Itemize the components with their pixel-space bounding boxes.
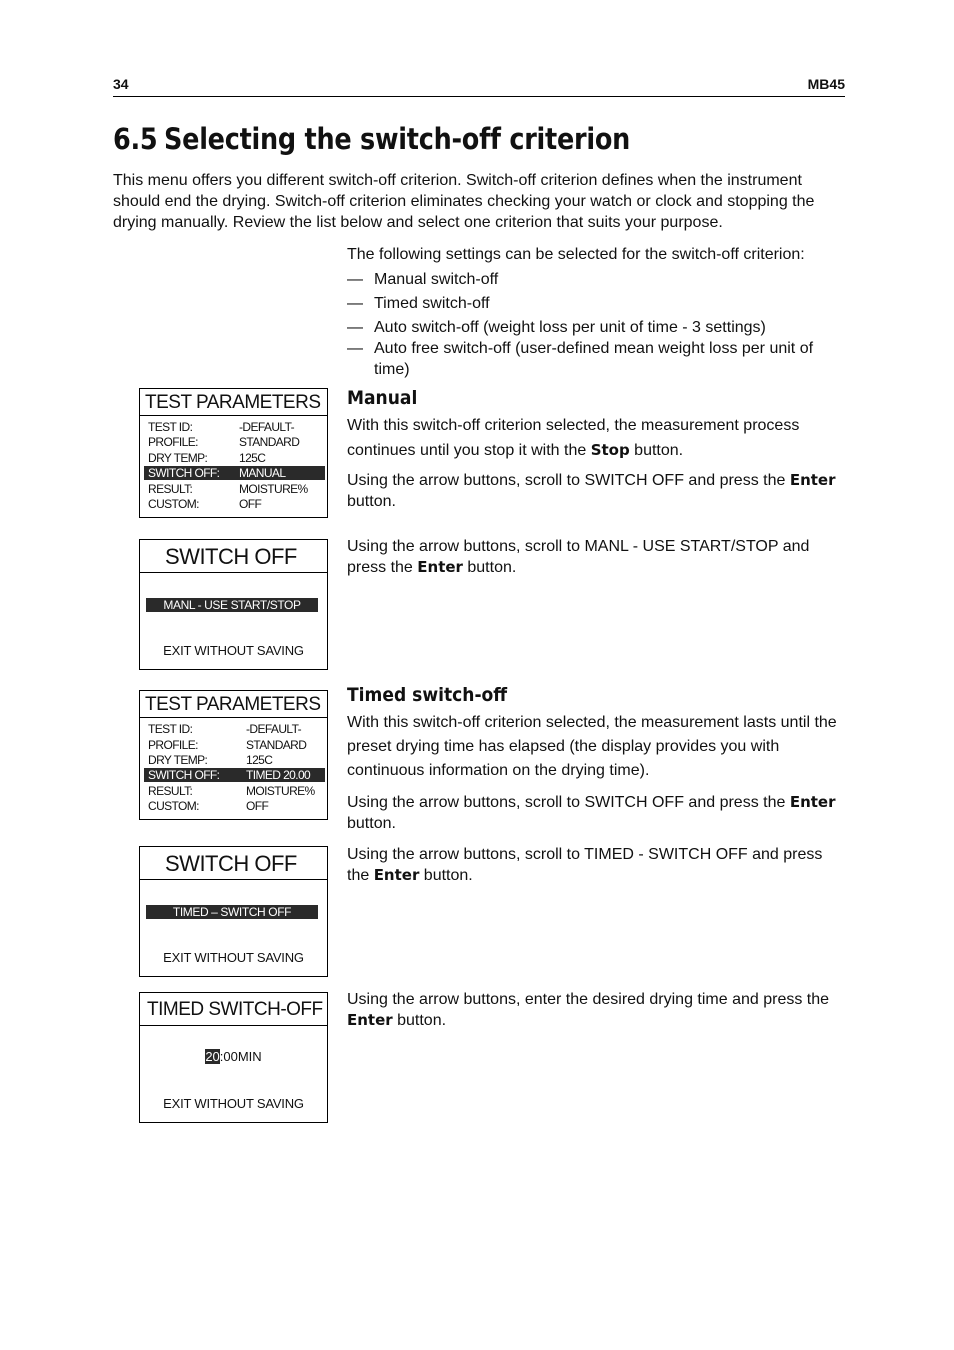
model-name: MB45 — [807, 76, 845, 92]
header-rule — [113, 96, 845, 97]
param-row-selected: SWITCH OFF: TIMED 20.00 — [144, 768, 325, 782]
enter-key-label: Enter — [373, 866, 420, 884]
list-item: — Timed switch-off — [347, 295, 490, 312]
timed-paragraph-4: Using the arrow buttons, enter the desired drying time and press the Enter button. — [347, 991, 830, 1029]
manual-paragraph-2: Using the arrow buttons, scroll to SWITCH OFF and press the Enter button. — [347, 471, 836, 510]
time-value: 20:00MIN — [205, 1049, 262, 1064]
param-row: PROFILE: STANDARD — [148, 435, 300, 449]
enter-key-label: Enter — [789, 471, 836, 489]
manual-paragraph-1: With this switch-off criterion selected, the measurement process continues until you stop it with the Stop button. — [347, 417, 800, 459]
param-row: TEST ID: -DEFAULT- — [148, 420, 295, 434]
display-switch-off-manual — [139, 539, 328, 670]
exit-option: EXIT WITHOUT SAVING — [163, 643, 304, 658]
stop-key-label: Stop — [590, 441, 630, 459]
enter-key-label: Enter — [347, 1011, 393, 1029]
display-switch-off-timed — [139, 846, 328, 977]
param-row-selected: SWITCH OFF: MANUAL — [144, 466, 325, 480]
display-title: SWITCH OFF — [140, 540, 327, 573]
section-number: 6.5 — [113, 122, 158, 156]
display-title: TIMED SWITCH-OFF — [140, 993, 327, 1026]
display-title: TEST PARAMETERS — [140, 389, 327, 416]
section-title — [113, 122, 630, 156]
list-item: — Auto switch-off (weight loss per unit of time - 3 settings) — [347, 319, 766, 336]
param-row: DRY TEMP: 125C — [148, 451, 266, 465]
param-row: DRY TEMP: 125C — [148, 753, 273, 767]
settings-block — [347, 244, 842, 380]
exit-option: EXIT WITHOUT SAVING — [163, 950, 304, 965]
display-title: SWITCH OFF — [140, 847, 327, 880]
timed-paragraph-1: With this switch-off criterion selected, the measurement lasts until the preset drying time has elapsed (the display provides you with continuous information on the drying time). — [347, 714, 837, 779]
param-row: RESULT: MOISTURE% — [148, 784, 315, 798]
intro-paragraph: This menu offers you different switch-off criterion. Switch-off criterion defines when the instrument should end the drying. Switch-off criterion eliminates checking your watch or clock and stopping the drying manually. Review the list below and select one criterion that suits your purpose. — [113, 172, 815, 231]
param-row: CUSTOM: OFF — [148, 497, 262, 511]
timed-paragraph-3: Using the arrow buttons, scroll to TIMED - SWITCH OFF and press the Enter button. — [347, 846, 823, 884]
selected-option: TIMED – SWITCH OFF — [146, 905, 318, 919]
list-item: — Auto free switch-off (user-defined mean weight loss per unit of time) — [347, 340, 814, 378]
page-number: 34 — [113, 76, 129, 92]
param-row: RESULT: MOISTURE% — [148, 482, 308, 496]
manual-heading: Manual — [347, 387, 418, 409]
display-title: TEST PARAMETERS — [140, 691, 327, 718]
time-cursor: 20 — [205, 1049, 220, 1064]
settings-lead: The following settings can be selected for the switch-off criterion: — [347, 246, 805, 263]
enter-key-label: Enter — [417, 558, 463, 576]
param-row: CUSTOM: OFF — [148, 799, 269, 813]
display-timed-switch-off — [139, 992, 328, 1123]
manual-paragraph-3: Using the arrow buttons, scroll to MANL - USE START/STOP and press the Enter button. — [347, 538, 810, 576]
display-test-parameters-timed — [139, 690, 328, 820]
display-test-parameters-manual — [139, 388, 328, 518]
list-item: — Manual switch-off — [347, 271, 499, 288]
selected-option: MANL - USE START/STOP — [146, 598, 318, 612]
exit-option: EXIT WITHOUT SAVING — [163, 1096, 304, 1111]
section-title-text: Selecting the switch-off criterion — [164, 122, 630, 156]
timed-paragraph-2: Using the arrow buttons, scroll to SWITCH OFF and press the Enter button. — [347, 793, 836, 832]
param-row: TEST ID: -DEFAULT- — [148, 722, 302, 736]
param-row: PROFILE: STANDARD — [148, 738, 307, 752]
timed-heading: Timed switch-off — [347, 684, 508, 706]
enter-key-label: Enter — [789, 793, 836, 811]
